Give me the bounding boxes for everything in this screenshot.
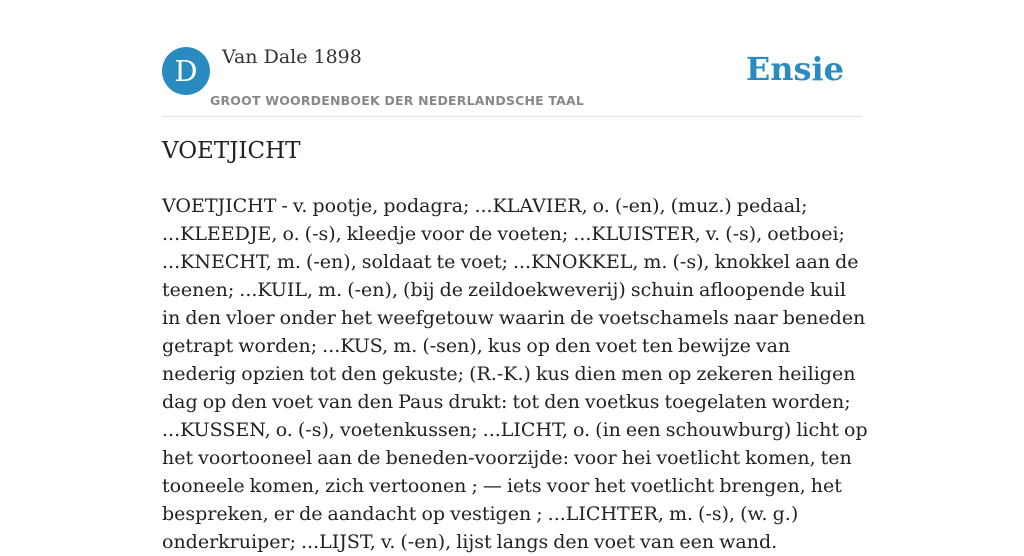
dictionary-title[interactable]: Van Dale 1898 <box>222 46 362 68</box>
dictionary-header <box>162 44 862 117</box>
dictionary-subtitle: GROOT WOORDENBOEK DER NEDERLANDSCHE TAAL <box>210 93 585 108</box>
dictionary-avatar[interactable]: D <box>162 47 210 95</box>
entry-definition: VOETJICHT - v. pootje, podagra; ...KLAVIER, o. (-en), (muz.) pedaal; ...KLEEDJE, o. (-s), kleedje voor de voeten; ...KLUISTER, v. (-s), oetboei; ...KNECHT, m. (-en), soldaat te voet; ...KNOKKEL, m. (-s), knokkel aan de teenen; ...KUIL, m. (-en), (bij de zeildoekweverij) schuin afloopende kuil in den vloer onder het weefgetouw waarin de voetschamels naar beneden getrapt worden; ...KUS, m. (-sen), kus op den voet ten bewijze van nederig opzien tot den gekuste; (R.-K.) kus dien men op zekeren heiligen dag op den voet van den Paus drukt: tot den voetkus toegelaten worden; ...KUSSEN, o. (-s), voetenkussen; ...LICHT, o. (in een schouwburg) licht op het voortooneel aan de beneden-voorzijde: voor hei voetlicht komen, ten tooneele komen, zich vertoonen ; — iets voor het voetlicht brengen, het bespreken, er de aandacht op vestigen ; ...LICHTER, m. (-s), (w. g.) onderkruiper; ...LIJST, v. (-en), lijst langs den voet van een wand. <box>162 195 868 553</box>
entry-headword: VOETJICHT <box>162 138 301 164</box>
brand-logo[interactable]: Ensie <box>745 50 844 88</box>
